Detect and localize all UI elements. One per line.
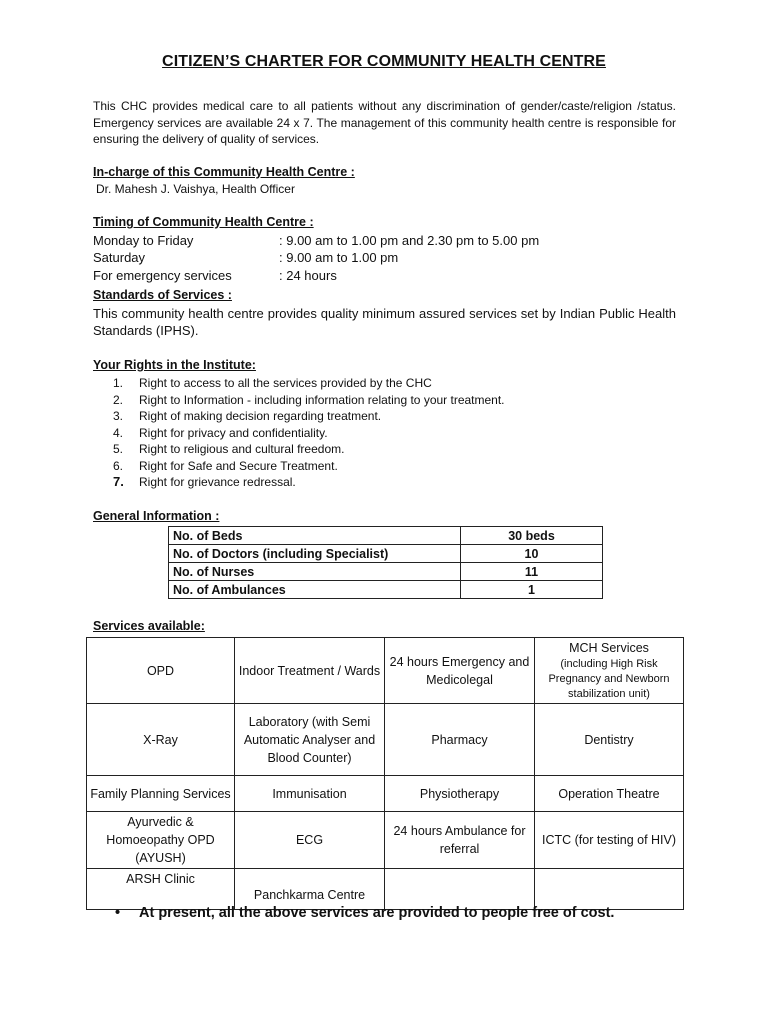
service-cell — [535, 638, 684, 704]
list-item — [113, 375, 505, 392]
service-cell: Laboratory (with Semi Automatic Analyser and Blood Counter) — [235, 704, 385, 776]
table-cell-label: No. of Nurses — [169, 563, 461, 581]
service-cell: ARSH Clinic — [87, 869, 235, 910]
timing-row — [93, 250, 693, 265]
intro-paragraph: This CHC provides medical care to all patients without any discrimination of gender/caste/religion /status. Emergency services are available 24 x 7. The management of this community health centre is responsible for ensuring the delivery of quality of services. — [93, 99, 676, 146]
general-info-table — [168, 526, 603, 599]
bullet-icon: • — [115, 905, 121, 921]
service-cell-empty — [385, 869, 535, 910]
list-item — [113, 458, 505, 475]
incharge-name: Dr. Mahesh J. Vaishya, Health Officer — [96, 182, 295, 196]
timing-value: : 9.00 am to 1.00 pm — [279, 250, 399, 265]
table-row — [87, 704, 684, 776]
list-number: 2. — [113, 392, 124, 407]
list-item — [113, 425, 505, 442]
service-cell: Family Planning Services — [87, 776, 235, 812]
service-cell: X-Ray — [87, 704, 235, 776]
timing-label: Saturday — [93, 250, 146, 265]
table-row — [169, 527, 603, 545]
list-number: 1. — [113, 376, 124, 390]
service-note: (including High Risk Pregnancy and Newborn stabilization unit) — [548, 658, 670, 700]
list-number: 4. — [113, 425, 124, 440]
table-row — [87, 869, 684, 910]
service-cell-empty — [535, 869, 684, 910]
list-number: 3. — [113, 409, 124, 423]
general-heading: General Information : — [93, 509, 220, 523]
table-cell-label: No. of Doctors (including Specialist) — [169, 545, 461, 563]
table-cell-label: No. of Beds — [169, 527, 461, 545]
free-of-cost-note — [115, 905, 614, 921]
table-cell-value: 30 beds — [461, 527, 603, 545]
table-cell-label: No. of Ambulances — [169, 581, 461, 599]
list-item — [113, 474, 505, 491]
service-cell: ICTC (for testing of HIV) — [535, 812, 684, 869]
table-cell-value: 1 — [461, 581, 603, 599]
service-cell: Immunisation — [235, 776, 385, 812]
list-text: Right for privacy and confidentiality. — [139, 425, 328, 440]
timing-row — [93, 233, 693, 248]
timing-label: Monday to Friday — [93, 233, 194, 248]
standards-text: This community health centre provides quality minimum assured services set by Indian Public Health Standards (IPHS). — [93, 306, 676, 338]
table-row — [169, 581, 603, 599]
list-number: 5. — [113, 442, 124, 456]
service-cell: Ayurvedic & Homoeopathy OPD (AYUSH) — [87, 812, 235, 869]
timing-label: For emergency services — [93, 268, 232, 283]
service-cell: OPD — [87, 638, 235, 704]
list-item — [113, 392, 505, 409]
services-heading: Services available: — [93, 619, 205, 633]
page-title: CITIZEN’S CHARTER FOR COMMUNITY HEALTH CENTRE — [162, 53, 606, 70]
table-row — [87, 812, 684, 869]
service-cell: Dentistry — [535, 704, 684, 776]
service-cell: 24 hours Emergency and Medicolegal — [385, 638, 535, 704]
service-cell: ECG — [235, 812, 385, 869]
timing-heading: Timing of Community Health Centre : — [93, 215, 314, 229]
list-item — [113, 408, 505, 425]
rights-heading: Your Rights in the Institute: — [93, 358, 256, 372]
service-cell: Panchkarma Centre — [235, 869, 385, 910]
incharge-heading: In-charge of this Community Health Centre : — [93, 165, 355, 179]
service-cell: 24 hours Ambulance for referral — [385, 812, 535, 869]
table-cell-value: 10 — [461, 545, 603, 563]
list-text: Right to access to all the services provided by the CHC — [139, 376, 432, 390]
table-row — [169, 563, 603, 581]
list-text: Right to Information - including information relating to your treatment. — [139, 392, 505, 407]
list-text: Right for Safe and Secure Treatment. — [139, 458, 338, 473]
note-text: At present, all the above services are provided to people free of cost. — [139, 905, 615, 921]
list-text: Right to religious and cultural freedom. — [139, 442, 345, 456]
timing-value: : 24 hours — [279, 268, 337, 283]
service-cell: Operation Theatre — [535, 776, 684, 812]
rights-list — [113, 375, 505, 491]
timing-row — [93, 268, 693, 283]
list-text: Right for grievance redressal. — [139, 475, 296, 489]
table-row — [87, 776, 684, 812]
list-text: Right of making decision regarding treatment. — [139, 409, 382, 423]
service-cell: Physiotherapy — [385, 776, 535, 812]
table-row — [87, 638, 684, 704]
table-cell-value: 11 — [461, 563, 603, 581]
service-cell: Pharmacy — [385, 704, 535, 776]
services-table — [86, 637, 684, 910]
service-cell: Indoor Treatment / Wards — [235, 638, 385, 704]
list-number: 7. — [113, 474, 124, 489]
timing-value: : 9.00 am to 1.00 pm and 2.30 pm to 5.00 pm — [279, 233, 540, 248]
list-number: 6. — [113, 458, 124, 473]
service-main: MCH Services — [569, 641, 649, 655]
list-item — [113, 441, 505, 458]
table-row — [169, 545, 603, 563]
standards-heading: Standards of Services : — [93, 288, 232, 302]
